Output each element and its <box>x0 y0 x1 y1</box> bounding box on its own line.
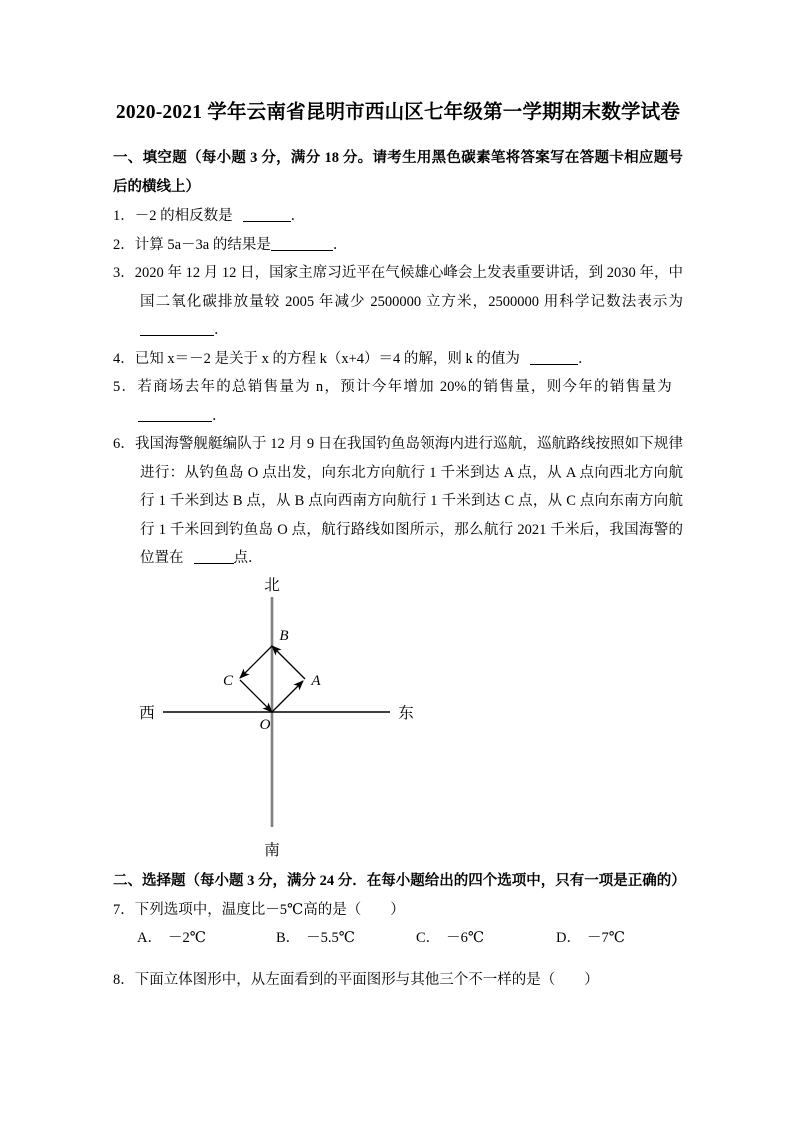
page-title: 2020-2021 学年云南省昆明市西山区七年级第一学期期末数学试卷 <box>115 102 681 123</box>
path-a-to-b <box>272 646 305 679</box>
figure-navigation-diagram <box>113 577 683 867</box>
section-heading-multiple-choice: 二、选择题（每小题 3 分，满分 24 分．在每小题给出的四个选项中，只有一项是正确的） <box>113 872 686 889</box>
question-5-period: ． <box>212 407 227 424</box>
question-5-text: 若商场去年的总销售量为 n，预计今年增加 20%的销售量，则今年的销售量为 <box>137 379 673 395</box>
question-6-blank[interactable] <box>194 550 234 564</box>
question-7-option-b-value: －5.5℃ <box>306 930 356 946</box>
question-1-period: ． <box>290 208 306 224</box>
question-4-period: ． <box>577 350 593 367</box>
question-1 <box>113 202 683 231</box>
question-7-option-a-key: A． <box>137 930 162 946</box>
question-3-number: 3． <box>113 265 135 281</box>
question-7-options <box>113 924 683 952</box>
question-7-number: 7． <box>113 901 135 918</box>
question-7-option-c-key: C． <box>416 930 441 946</box>
question-5-blank[interactable] <box>138 408 212 422</box>
question-7-option-b-key: B． <box>276 930 301 946</box>
question-4-number: 4． <box>113 350 135 367</box>
question-7-text: 下列选项中，温度比－5℃高的是（ ） <box>134 901 405 918</box>
question-7-option-c[interactable] <box>416 924 484 952</box>
figure-point-c: C <box>222 672 234 689</box>
question-7-option-a-value: －2℃ <box>167 930 206 946</box>
question-7 <box>113 896 683 925</box>
figure-point-o: O <box>259 716 271 733</box>
question-2 <box>113 231 683 260</box>
question-6 <box>113 430 683 573</box>
figure-point-a: A <box>311 672 321 689</box>
question-5 <box>113 373 683 430</box>
question-1-text: －2 的相反数是 <box>134 208 233 224</box>
figure-label-north: 北 <box>264 576 280 594</box>
section-heading-fill-in-the-blank: 一、填空题（每小题 3 分，满分 18 分。请考生用黑色碳素笔将答案写在答题卡相应题号后的横线上） <box>113 150 683 195</box>
question-7-option-c-value: －6℃ <box>446 930 485 946</box>
question-8-number: 8． <box>113 972 135 988</box>
question-3-text: 2020 年 12 月 12 日，国家主席习近平在气候雄心峰会上发表重要讲话，到 2030 年，中国二氧化碳排放量较 2005 年减少 2500000 立方米，2500000 用科学记数法表示为 <box>134 265 683 310</box>
question-2-number: 2． <box>113 236 135 253</box>
document-content <box>113 96 686 995</box>
path-b-to-c <box>240 646 272 678</box>
question-4-text: 已知 x＝－2 是关于 x 的方程 k（x+4）＝4 的解，则 k 的值为 <box>134 350 520 367</box>
question-1-blank[interactable] <box>243 208 291 222</box>
question-6-period: 点． <box>233 550 263 566</box>
question-2-text: 计算 5a－3a 的结果是 <box>134 236 271 253</box>
question-7-option-b[interactable] <box>276 924 355 952</box>
figure-label-west: 西 <box>139 703 155 722</box>
question-4-blank[interactable] <box>530 351 578 365</box>
path-o-to-a <box>272 681 303 712</box>
question-6-text: 我国海警舰艇编队于 12 月 9 日在我国钓鱼岛领海内进行巡航，巡航路线按照如下规律进行：从钓鱼岛 O 点出发，向东北方向航行 1 千米到达 A 点，从 A 点向西北方向航行 1 千米到达 B 点，从 B 点向西南方向航行 1 千米到达 C 点，从 C 点向东南方向航行 1 千米回到钓鱼岛 O 点，航行路线如图所示，那么航行 2021 千米后，我国海警的位置在 <box>134 436 684 566</box>
path-c-to-o <box>240 680 272 712</box>
question-7-option-d-key: D． <box>556 930 581 946</box>
figure-label-east: 东 <box>398 703 414 722</box>
question-6-number: 6． <box>113 436 135 452</box>
question-7-option-d-value: －7℃ <box>586 930 625 946</box>
question-8-text: 下面立体图形中，从左面看到的平面图形与其他三个不一样的是（ ） <box>134 972 599 988</box>
question-7-option-a[interactable] <box>137 924 206 952</box>
question-3-period: ． <box>214 322 229 338</box>
question-2-blank[interactable] <box>271 237 333 251</box>
figure-label-south: 南 <box>264 840 280 859</box>
question-2-period: ． <box>332 236 348 253</box>
question-5-number: 5． <box>113 379 138 395</box>
question-7-option-d[interactable] <box>556 924 625 952</box>
question-1-number: 1． <box>113 208 135 224</box>
question-3 <box>113 259 683 345</box>
question-4 <box>113 345 683 374</box>
question-3-blank[interactable] <box>140 322 214 336</box>
question-8 <box>113 966 683 995</box>
figure-point-b: B <box>279 627 289 644</box>
